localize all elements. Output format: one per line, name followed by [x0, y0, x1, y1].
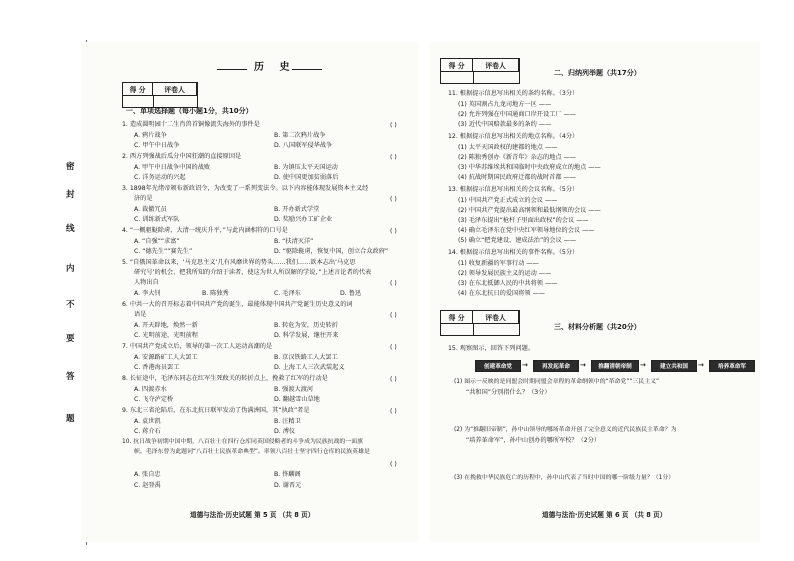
- question-9: 9. 东北三省沦陷后，在东北抗日联军发动了伪满洲国，其“执政”者是: [122, 407, 310, 414]
- score-box: [122, 82, 198, 108]
- sub-question-3: (3) 在挽救中华民族危亡的历程中，孙中山代表了当时中国的哪一阶级力量？（1分）: [454, 475, 675, 481]
- arrow-right-icon: →: [640, 361, 646, 369]
- option: D. 科学发展，继往开来: [274, 332, 339, 339]
- score-box: [440, 58, 520, 84]
- question-15: 15. 观察图示，回答下列问题。: [448, 345, 535, 352]
- answer-paren: ( ): [390, 280, 397, 287]
- sub-question-1-cont: “共和国”分别指什么？（3分）: [466, 389, 551, 396]
- arrow-right-icon: →: [580, 361, 586, 369]
- fill-item: (4) 确立毛泽东在党中央红军领导地位的会议 ——: [458, 227, 595, 234]
- answer-paren: ( ): [390, 154, 397, 161]
- answer-paren: ( ): [390, 122, 397, 129]
- question-10-cont: 帜。毛泽东曾为此题词“八百壮士民族革命典型”。率领八百壮士坚守四行仓库的民族英雄是: [134, 449, 370, 455]
- title-rule-right: [292, 69, 322, 70]
- binding-char: 密: [66, 162, 75, 172]
- fill-item: (2) 领导发展民族主义的运动 ——: [458, 270, 552, 277]
- question-6: 6. 中共一大的召开标志着中国共产党的诞生，最能体现中国共产党诞生历史意义的词: [122, 301, 353, 308]
- grader-label: 评卷人: [473, 311, 519, 323]
- option: A. 鸦片战争: [134, 132, 167, 139]
- binding-char: 线: [66, 224, 75, 234]
- answer-paren: ( ): [390, 344, 397, 351]
- page-footer: 道德与法治·历史试题 第 5 页 （共 8 页）: [190, 511, 315, 519]
- option: A. 开天辟地，焕然一新: [134, 322, 198, 329]
- binding-char: 内: [66, 264, 75, 274]
- option: D. “驱除鞑虏，恢复中国，创立合众政府”: [274, 248, 389, 255]
- binding-char: 不: [66, 300, 75, 310]
- fill-item: (1) 中国共产党正式成立的会议 ——: [458, 197, 558, 204]
- sub-question-2: (2) 为“推翻旧帝制”，孙中山领导的哪场革命开创了完全意义的近代民族民主革命？为: [454, 427, 677, 433]
- option: B. 开办新式学堂: [274, 206, 320, 213]
- answer-paren: ( ): [390, 376, 397, 383]
- question-3-cont: 济的是: [134, 195, 153, 202]
- question-13: 13. 根据提示信息写出相关的会议名称。（5分）: [448, 186, 579, 193]
- question-8: 8. 长征途中，毛泽东同志在红军生死攸关的转折点上，挽救了红军的行动是: [122, 375, 328, 382]
- question-12: 12. 根据提示信息写出相关的地点名称。（4分）: [448, 133, 579, 140]
- question-5-cont: 研究号’的机会，把我所知的介绍于读者，使这为世人所误解的学说，”上述言论者的代表: [134, 269, 372, 276]
- left-page: [82, 42, 418, 542]
- fill-item: (3) 毛泽东提出“枪杆子里面出政权”的会议 ——: [458, 217, 589, 224]
- question-7: 7. 中国共产党成立后，领导的第一次工人运动高潮的是: [122, 343, 273, 350]
- question-3: 3. 1898年光绪帝颁布新政诏令，为改变了一系列变法令。以下内容能体现发展资本主义经: [122, 185, 369, 192]
- fill-item: (1) 英国割占九龙司地方一区 ——: [458, 101, 552, 108]
- flow-step: 推翻清朝帝制: [591, 360, 639, 372]
- score-fill-row: [441, 71, 519, 83]
- fill-item: (4) 在东北抗日的爱国将领 ——: [458, 290, 545, 297]
- question-14: 14. 根据提示信息写出相关的事件名称。（5分）: [448, 249, 579, 256]
- question-2: 2. 西方列强战后瓜分中国狂潮的直接原因是: [122, 153, 242, 160]
- binding-char: 答: [66, 372, 75, 382]
- score-label: 得 分: [123, 83, 153, 95]
- option: C. 毛泽东: [274, 290, 301, 297]
- answer-paren: ( ): [390, 228, 397, 235]
- option: A. 张自忠: [134, 471, 161, 478]
- section-3-heading: 三、材料分析题（共20分）: [554, 323, 641, 331]
- sub-question-2-cont: “培养革命军”，孙中山创办的哪所军校？（2分）: [466, 437, 601, 444]
- score-fill-row: [123, 95, 197, 107]
- question-5-cont: 人物出自: [134, 279, 159, 286]
- score-fill-row: [441, 323, 519, 335]
- option: D. 上海工人三次武装起义: [274, 364, 345, 371]
- flow-step: 建立共和国: [651, 360, 697, 372]
- score-label: 得 分: [441, 311, 473, 323]
- option: D. 使中国更加贫弱落后: [274, 174, 339, 181]
- option: A. 裁撤冗员: [134, 206, 167, 213]
- sub-question-1: (1) 图示一反映的是同盟会时期同盟会章程的革命纲领中的“革命党”“三民主义”: [454, 379, 660, 385]
- fill-item: (1) 收复新疆的军事行动 ——: [458, 260, 539, 267]
- page-footer: 道德与法治·历史试题 第 6 页 （共 8 页）: [542, 511, 667, 519]
- question-10: 10. 抗日战争初期中国中期，八百壮士在四行仓库同英国侵略者的斗争成为民族抗战的一面旗: [122, 439, 363, 445]
- fill-item: (3) 近代中国赔款最多的条约 ——: [458, 121, 552, 128]
- binding-char: 要: [66, 334, 75, 344]
- option: C. 香港海员罢工: [134, 364, 180, 371]
- option: C. 赵登禹: [134, 482, 161, 489]
- question-1: 1. 造成圆明园十二生肖兽首铜像流失海外的事件是: [122, 121, 260, 128]
- option: D. 鲁迅: [340, 290, 362, 297]
- option: A. 安源路矿工人大罢工: [134, 354, 198, 361]
- option: C. 光明前途，光明前程: [134, 332, 198, 339]
- flow-step: 创建革命党: [475, 360, 521, 372]
- fill-item: (2) 陈独秀创办《新青年》杂志的地点 ——: [458, 154, 576, 161]
- option: D. 翻越雪山草地: [274, 396, 320, 403]
- right-page: [430, 42, 760, 542]
- answer-paren: ( ): [390, 461, 397, 468]
- score-box: [440, 310, 520, 336]
- answer-paren: ( ): [390, 408, 397, 415]
- question-6-cont: 语是: [134, 311, 147, 318]
- fill-item: (2) 中国共产党提出最高纲领和最低纲领的会议 ——: [458, 207, 601, 214]
- option: A. 甲午中日战争中国的战败: [134, 164, 211, 171]
- option: D. 溥仪: [274, 428, 296, 435]
- option: C. “德先生”“赛先生”: [134, 248, 193, 255]
- page-title: 历 史: [254, 62, 296, 73]
- option: B. 转危为安，历史转折: [274, 322, 338, 329]
- question-5: 5. “自俄国革命以来，‘马克思主义’几有风靡世界的势头……我们……欲本志出‘马克思: [122, 259, 356, 266]
- option: B. 陈独秀: [202, 290, 229, 297]
- option: B. 第二次鸦片战争: [274, 132, 326, 139]
- option: B. 京汉铁路工人大罢工: [274, 354, 338, 361]
- option: C. 飞夺泸定桥: [134, 396, 174, 403]
- arrow-right-icon: →: [522, 361, 528, 369]
- grader-label: 评卷人: [153, 83, 197, 95]
- option: D. 八国联军侵华战争: [274, 142, 333, 149]
- fill-item: (4) 抗战时期国民政府迁都的战时首都 ——: [458, 174, 576, 181]
- option: B. 佟麟阁: [274, 471, 301, 478]
- section-1-heading: 一、单项选择题（每小题1分，共10分）: [126, 107, 253, 115]
- grader-label: 评卷人: [473, 59, 519, 71]
- option: B. 强渡大渡河: [274, 386, 314, 393]
- option: C. 洋务运动的兴起: [134, 174, 186, 181]
- binding-char: 题: [66, 414, 75, 424]
- fill-item: (5) 确立“把党建设、建成法治”的会议 ——: [458, 237, 577, 244]
- option: A. 袁世凯: [134, 418, 161, 425]
- answer-paren: ( ): [390, 196, 397, 203]
- flow-step: 再发起革命: [533, 360, 579, 372]
- option: A. “自强”“求富”: [134, 238, 180, 245]
- option: C. 蒋介石: [134, 428, 161, 435]
- arrow-right-icon: →: [698, 361, 704, 369]
- question-11: 11. 根据提示信息写出相关的条约名称。（3分）: [448, 90, 579, 97]
- title-rule-left: [217, 69, 247, 70]
- fill-item: (3) 中华苏维埃共和国临时中央政府成立的地点 ——: [458, 164, 601, 171]
- flow-step: 培养革命军: [709, 360, 755, 372]
- fill-item: (1) 太平天国政权的建都的地点 ——: [458, 144, 558, 151]
- answer-paren: ( ): [390, 312, 397, 319]
- option: B. “扶清灭洋”: [274, 238, 314, 245]
- binding-char: 封: [66, 190, 75, 200]
- fill-item: (2) 允许列强在中国通商口岸开设工厂 ——: [458, 111, 576, 118]
- option: B. 为镇压太平天国运动: [274, 164, 338, 171]
- option: D. 谢晋元: [274, 482, 302, 489]
- score-label: 得 分: [441, 59, 473, 71]
- option: D. 奖励兴办工矿企业: [274, 216, 333, 223]
- option: C. 训练新式军队: [134, 216, 180, 223]
- section-2-heading: 二、归纳列举题（共17分）: [554, 69, 641, 77]
- option: B. 汪精卫: [274, 418, 301, 425]
- fill-item: (3) 在东北抵御人民的中共将领 ——: [458, 280, 558, 287]
- option: A. 四渡赤水: [134, 386, 167, 393]
- option: A. 李大钊: [134, 290, 161, 297]
- option: C. 甲午中日战争: [134, 142, 180, 149]
- question-4: 4. “一概驱鞑除虏，大清一统庆升平，”与此内涵相符的口号是: [122, 227, 288, 234]
